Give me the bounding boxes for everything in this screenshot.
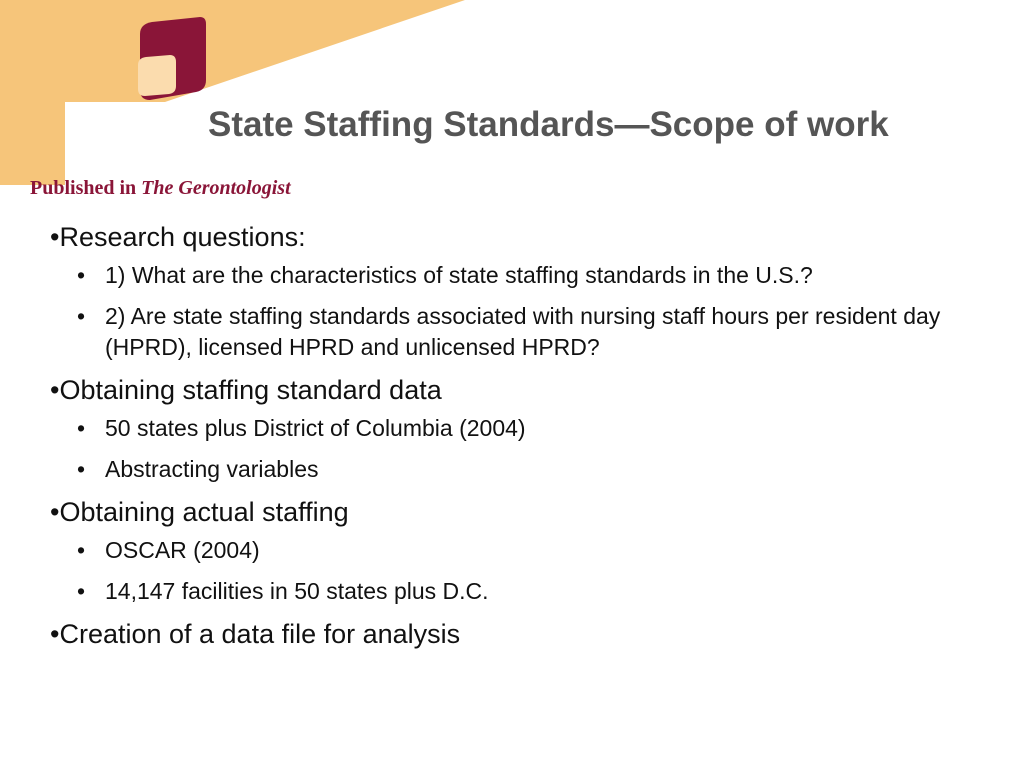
sub-list-item [50,535,1000,566]
bullet-glyph: • [50,619,60,649]
sub-list-item [50,576,1000,607]
sub-list-item-text: 2) Are state staffing standards associated with nursing staff hours per resident day (HPRD), licensed HPRD and unlicensed HPRD? [105,303,941,360]
list-item-text: Obtaining staffing standard data [59,375,442,405]
light-logo-square [138,55,176,96]
bullet-glyph: • [50,497,60,527]
orange-diagonal-band [0,0,465,185]
list-item [50,220,1000,255]
slide-title: State Staffing Standards—Scope of work [208,105,889,144]
sub-list-item [50,260,1000,291]
journal-name: The Gerontologist [141,177,291,199]
bullet-glyph: • [77,415,86,441]
sub-list-item-text: Abstracting variables [105,456,319,482]
bullet-glyph: • [50,222,60,252]
sub-list-item-text: 14,147 facilities in 50 states plus D.C. [105,578,489,604]
list-item [50,617,1000,652]
bullet-glyph: • [77,262,86,288]
bullet-glyph: • [50,375,60,405]
bullet-glyph: • [77,456,86,482]
sub-list-item [50,454,1000,485]
list-item-text: Creation of a data file for analysis [59,619,461,649]
bullet-list [50,220,1000,657]
list-item-text: Obtaining actual staffing [59,497,349,527]
sub-list-item-text: 50 states plus District of Columbia (2004) [105,415,526,441]
publication-note [30,175,291,201]
bullet-glyph: • [77,303,86,329]
sub-list-item [50,301,1000,363]
sub-list-item-text: 1) What are the characteristics of state staffing standards in the U.S.? [105,262,813,288]
list-item-text: Research questions: [59,222,306,252]
list-item [50,495,1000,530]
bullet-glyph: • [77,578,86,604]
sub-list-item-text: OSCAR (2004) [105,537,260,563]
list-item [50,373,1000,408]
bullet-glyph: • [77,537,86,563]
sub-list-item [50,413,1000,444]
publication-prefix: Published in [30,177,142,199]
